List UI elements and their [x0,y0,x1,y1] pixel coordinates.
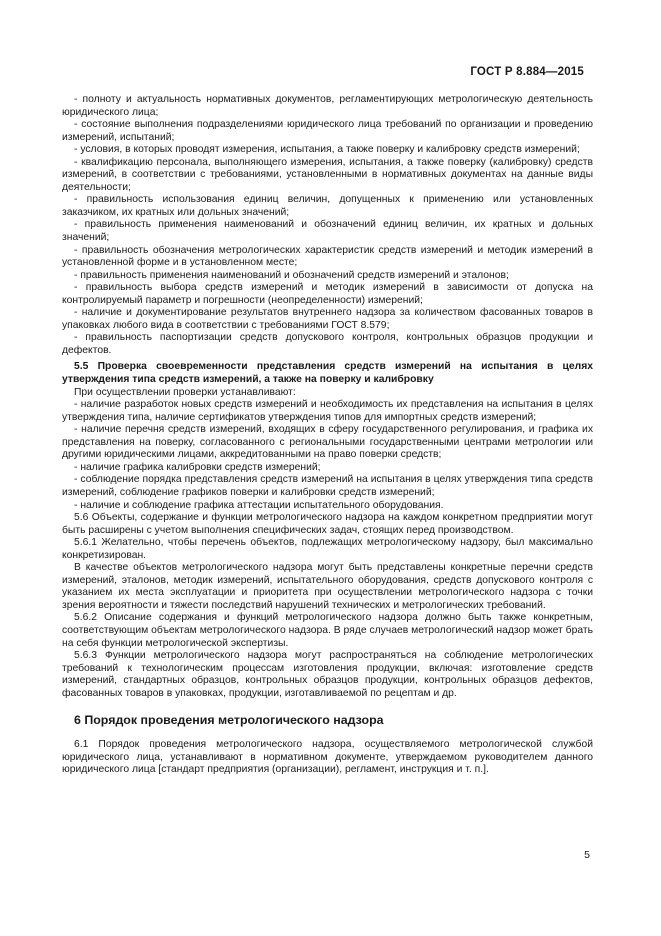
paragraph-6-1: 6.1 Порядок проведения метрологического надзора, осуществляемого метрологической службой юридического лица, устанавливают в нормативном документе, утверждаемом руководителем данного юридического лица [стандарт предприятия (организации), регламент, инструкция и т. п.]. [62,739,593,776]
subsection-5-5-heading: 5.5 Проверка своевременности представления средств измерений на испытания в целях утверждения типа средств измерений, а также на поверку и калибровку [62,361,593,386]
paragraph-5-6-2: 5.6.2 Описание содержания и функций метрологического надзора должно быть также конкретным, соответствующим объектам метрологического надзора. В ряде случаев метрологический надзор может брать на себя функции метрологической экспертизы. [62,612,593,649]
list-item: - правильность использования единиц величин, допущенных к применению или установленных заказчиком, их кратных или дольных значений; [62,194,593,218]
document-body [62,94,593,777]
list-item: - состояние выполнения подразделениями юридического лица требований по организации и проведению измерений, испытаний; [62,119,593,143]
list-item: - правильность выбора средств измерений и методик измерений в зависимости от допуска на контролируемый параметр и погрешности (неопределенности) измерений; [62,282,593,306]
list-item: - наличие разработок новых средств измерений и необходимость их представления на испытания в целях утверждения типа, наличие сертификатов утверждения типов для импортных средств измерений; [62,399,593,423]
page-number: 5 [584,849,590,861]
paragraph-5-6-3: 5.6.3 Функции метрологического надзора могут распространяться на соблюдение метрологических требований к технологическим процессам изготовления продукции, включая: изготовление средств измерений, стандартных образцов, контрольных образцов продукции, контрольных образцов дефектов, фасованных товаров в упаковках, продукции, изготавливаемой по рецептам и др. [62,650,593,699]
standard-code-header: ГОСТ Р 8.884—2015 [470,66,584,78]
list-item: - условия, в которых проводят измерения, испытания, а также поверку и калибровку средств измерений; [74,144,580,156]
list-item: - правильность применения наименований и обозначений средств измерений и эталонов; [74,269,509,281]
list-item: - правильность паспортизации средств допускового контроля, контрольных образцов продукции и дефектов. [62,332,593,356]
list-item: - правильность применения наименований и обозначений единиц величин, их кратных и дольных значений; [62,219,593,244]
paragraph-objects: В качестве объектов метрологического надзора могут быть представлены конкретные перечни средств измерений, эталонов, методик измерений, испытательного оборудования, средств допускового контроля с указанием их места эксплуатации и приоритета при осуществлении метрологического надзора с точки зрения вероятности и тяжести последствий нарушений технических и метрологических требований. [62,562,593,611]
section-6-heading: 6 Порядок проведения метрологического надзора [74,713,384,728]
list-item: - наличие графика калибровки средств измерений; [74,461,321,473]
list-item: - наличие и соблюдение графика аттестации испытательного оборудования. [74,499,444,511]
list-item: - полноту и актуальность нормативных документов, регламентирующих метрологическую деятельность юридического лица; [62,94,593,118]
paragraph-5-6-1: 5.6.1 Желательно, чтобы перечень объектов, подлежащих метрологическому надзору, был максимально конкретизирован. [62,537,593,561]
paragraph-5-6: 5.6 Объекты, содержание и функции метрологического надзора на каждом конкретном предприятии могут быть расширены с учетом выполнения специфических задач, стоящих перед производством. [62,512,593,536]
subsection-5-5-intro: При осуществлении проверки устанавливают: [74,386,296,398]
list-item: - квалификацию персонала, выполняющего измерения, испытания, а также поверку (калибровку) средств измерений, в соответствии с требованиями, установленными в нормативных документах на данные виды деятельности; [62,156,593,193]
list-item: - наличие и документирование результатов внутреннего надзора за количеством фасованных товаров в упаковках любого вида в соответствии с требованиями ГОСТ 8.579; [62,307,593,331]
list-item: - соблюдение порядка представления средств измерений на испытания в целях утверждения типа средств измерений, соблюдение графиков поверки и калибровки средств измерений; [62,474,593,498]
list-item: - наличие перечня средств измерений, входящих в сферу государственного регулирования, и графика их представления на поверку, согласованного с региональными государственными центрами метрологии или другими юридическими лицами, аккредитованными на право поверки средств; [62,424,593,461]
list-item: - правильность обозначения метрологических характеристик средств измерений и методик измерений в установленной форме и в установленном месте; [62,244,593,269]
